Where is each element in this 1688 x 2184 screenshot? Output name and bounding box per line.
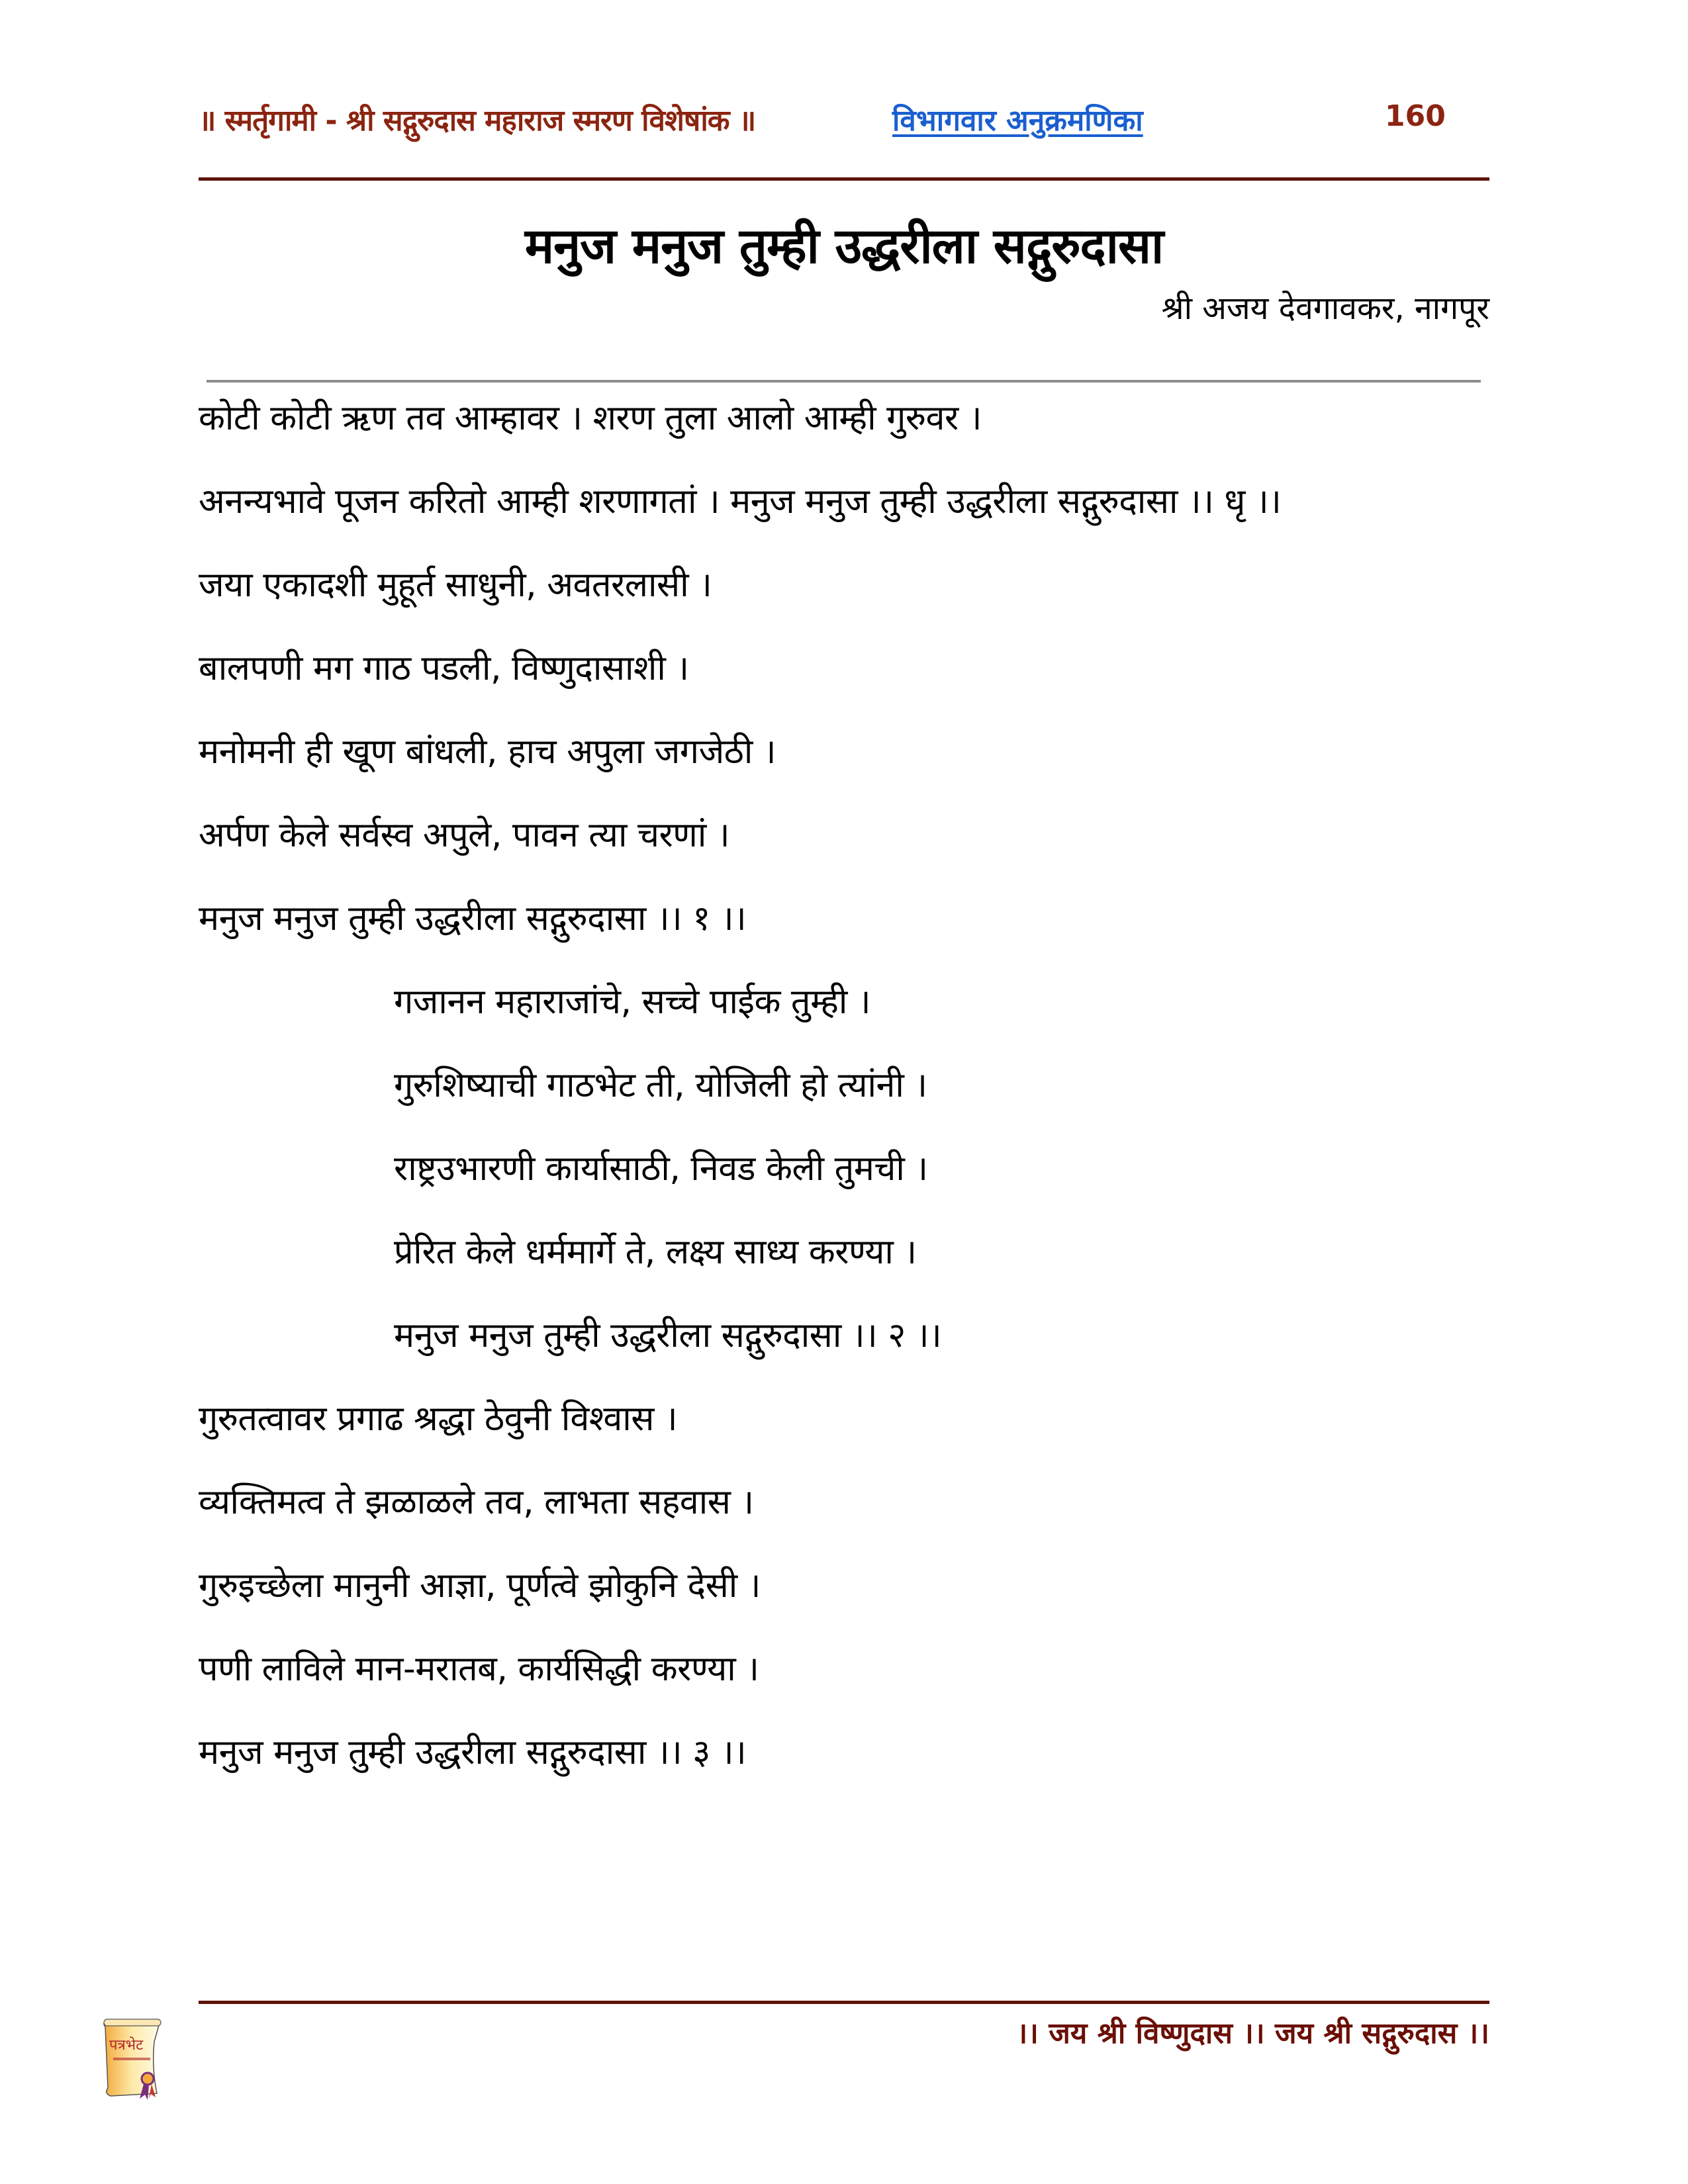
poem-line-refrain: मनुज मनुज तुम्ही उद्धरीला सद्गुरुदासा ।। ३ ।। xyxy=(199,1733,747,1772)
header-divider xyxy=(199,177,1489,181)
footer-salutation: ।। जय श्री विष्णुदास ।। जय श्री सद्गुरुदास ।। xyxy=(1016,2017,1489,2050)
poem-line: जया एकादशी मुहूर्त साधुनी, अवतरलासी । xyxy=(199,565,712,605)
title-divider xyxy=(207,380,1481,383)
poem-title: मनुज मनुज तुम्ही उद्धरीला सद्गुरुदासा xyxy=(524,218,1164,275)
poem-line: गुरुइच्छेला मानुनी आज्ञा, पूर्णत्वे झोकुनि देसी । xyxy=(199,1566,761,1606)
poem-line: पणी लाविले मान-मरातब, कार्यसिद्धी करण्या । xyxy=(199,1649,759,1689)
footer-divider xyxy=(199,2001,1489,2004)
patrabhet-logo-icon xyxy=(96,2015,165,2105)
poem-line: प्रेरित केले धर्ममार्गे ते, लक्ष्य साध्य करण्या । xyxy=(394,1232,917,1272)
poem-line: गुरुतत्वावर प्रगाढ श्रद्धा ठेवुनी विश्वास । xyxy=(199,1399,678,1439)
poem-line: मनोमनी ही खूण बांधली, हाच अपुला जगजेठी । xyxy=(199,732,776,772)
section-index-link[interactable]: विभागवार अनुक्रमणिका xyxy=(892,104,1143,138)
poem-line: राष्ट्रउभारणी कार्यासाठी, निवड केली तुमची । xyxy=(394,1149,928,1189)
poem-line: बालपणी मग गाठ पडली, विष्णुदासाशी । xyxy=(199,649,689,688)
poem-line: व्यक्तिमत्व ते झळाळले तव, लाभता सहवास । xyxy=(199,1482,754,1522)
poem-author: श्री अजय देवगावकर, नागपूर xyxy=(1161,290,1489,327)
poem-line-refrain: मनुज मनुज तुम्ही उद्धरीला सद्गुरुदासा ।। १ ।। xyxy=(199,899,747,938)
poem-line: गजानन महाराजांचे, सच्चे पाईक तुम्ही । xyxy=(394,982,871,1022)
poem-line: कोटी कोटी ऋण तव आम्हावर । शरण तुला आलो आम्ही गुरुवर । xyxy=(199,398,982,438)
logo-title: पत्रभेट xyxy=(109,2037,144,2054)
poem-line: अनन्यभावे पूजन करितो आम्ही शरणागतां । मनुज मनुज तुम्ही उद्धरीला सद्गुरुदासा ।। धृ ।। xyxy=(199,482,1282,522)
poem-line-refrain: मनुज मनुज तुम्ही उद्धरीला सद्गुरुदासा ।। २ ।। xyxy=(394,1316,942,1355)
poem-line: अर्पण केले सर्वस्व अपुले, पावन त्या चरणां । xyxy=(199,815,730,855)
page-number: 160 xyxy=(1385,99,1446,133)
poem-line: गुरुशिष्याची गाठभेट ती, योजिली हो त्यांनी । xyxy=(394,1066,927,1105)
header-magazine-title: ॥ स्मर्तृगामी - श्री सद्गुरुदास महाराज स्मरण विशेषांक ॥ xyxy=(199,104,756,138)
